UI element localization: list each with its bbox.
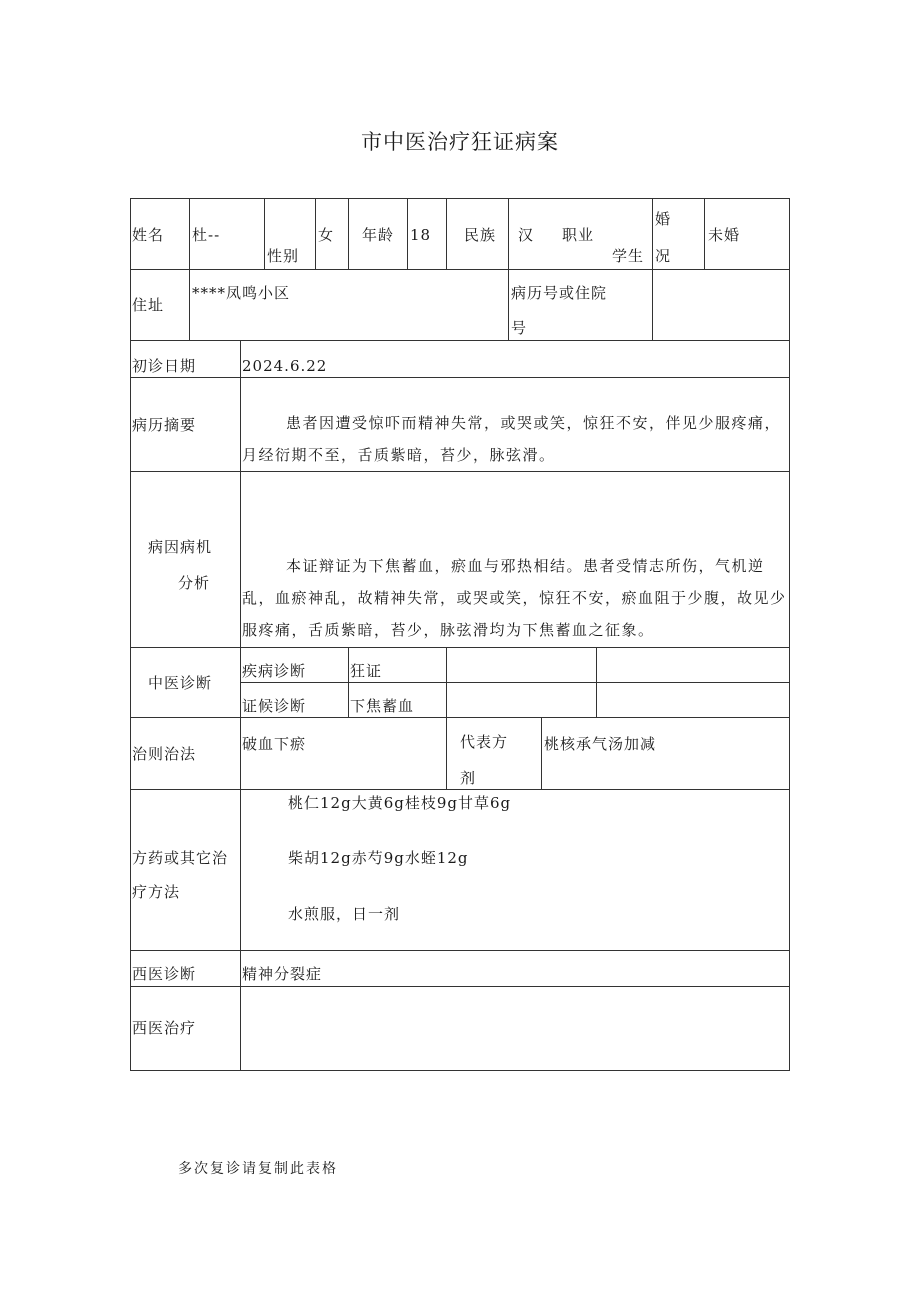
etiology-label-line2: 分析 — [178, 574, 211, 592]
prescription-line-2: 柴胡12g赤芍9g水蛭12g — [288, 849, 469, 867]
treatment-principle-label: 治则治法 — [132, 745, 197, 763]
first-visit-label: 初诊日期 — [132, 357, 197, 375]
treatment-principle-value: 破血下瘀 — [242, 735, 307, 753]
address-label: 住址 — [132, 296, 165, 314]
marital-label-line2: 况 — [655, 247, 672, 265]
address-value: ****凤鸣小区 — [192, 284, 291, 302]
marital-value: 未婚 — [708, 226, 741, 244]
gender-value: 女 — [318, 226, 335, 244]
medical-record-table — [130, 198, 790, 1071]
record-no-label-line1: 病历号或住院 — [511, 284, 608, 302]
formula-value: 桃核承气汤加减 — [544, 735, 657, 753]
formula-label-line1: 代表方 — [460, 733, 509, 751]
disease-diagnosis-value: 狂证 — [350, 662, 383, 680]
page-title: 市中医治疗狂证病案 — [361, 130, 559, 154]
age-value: 18 — [410, 226, 432, 244]
name-label: 姓名 — [132, 226, 165, 244]
name-value: 杜-- — [192, 226, 221, 244]
western-diagnosis-label: 西医诊断 — [132, 965, 197, 983]
history-label: 病历摘要 — [132, 416, 197, 434]
syndrome-diagnosis-label: 证候诊断 — [242, 697, 307, 715]
record-no-label-line2: 号 — [511, 319, 528, 337]
prescription-line-1: 桃仁12g大黄6g桂枝9g甘草6g — [288, 794, 512, 812]
footer-note: 多次复诊请复制此表格 — [178, 1161, 338, 1177]
age-label: 年龄 — [362, 226, 395, 244]
etiology-text: 本证辩证为下焦蓄血，瘀血与邪热相结。患者受情志所伤，气机逆乱，血瘀神乱，故精神失常，或哭或笑，惊狂不安，瘀血阻于少腹，故见少服疼痛，舌质紫暗，苔少，脉弦滑均为下焦蓄血之征象。 — [242, 557, 787, 639]
occupation-label: 职业 — [562, 226, 595, 244]
occupation-value: 学生 — [612, 247, 645, 265]
history-text: 患者因遭受惊吓而精神失常，或哭或笑，惊狂不安，伴见少服疼痛，月经衍期不至，舌质紫暗，苔少，脉弦滑。 — [242, 414, 782, 464]
syndrome-diagnosis-value: 下焦蓄血 — [350, 697, 415, 715]
ethnicity-label: 民族 — [464, 226, 497, 244]
prescription-label-line1: 方药或其它治 — [132, 849, 229, 867]
prescription-label-line2: 疗方法 — [132, 883, 181, 901]
tcm-diagnosis-label: 中医诊断 — [148, 674, 213, 692]
first-visit-value: 2024.6.22 — [242, 357, 328, 375]
western-diagnosis-value: 精神分裂症 — [242, 965, 323, 983]
etiology-label-line1: 病因病机 — [148, 538, 213, 556]
formula-label-line2: 剂 — [460, 769, 477, 787]
ethnicity-value: 汉 — [518, 226, 535, 244]
disease-diagnosis-label: 疾病诊断 — [242, 662, 307, 680]
marital-label-line1: 婚 — [655, 210, 672, 228]
prescription-line-3: 水煎服，日一剂 — [288, 905, 401, 923]
gender-label: 性别 — [267, 247, 300, 265]
western-treatment-label: 西医治疗 — [132, 1019, 197, 1037]
